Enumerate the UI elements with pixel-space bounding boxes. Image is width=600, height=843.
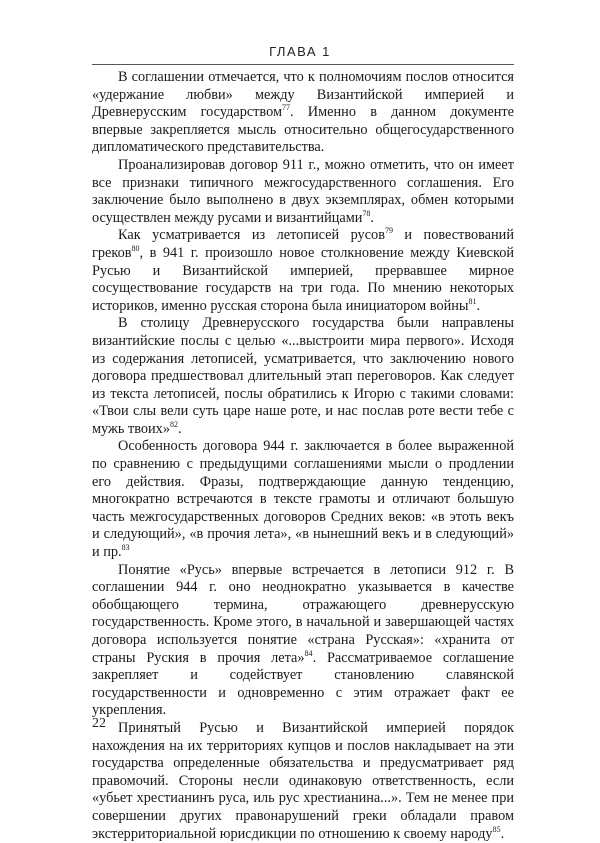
- paragraph-text: В столицу Древнерусского государства были направлены византийские послы с целью «...выстроити мира первого». Исходя из содержания летописей, усматривается, что заключению нового договора предшествовал длительный этап переговоров. Как следует из текста летописей, послы обратились к Игорю с такими словами: «Твои слы вели суть царе наше роте, и нас послав роте вести тебе с мужь твоих»: [92, 315, 514, 437]
- paragraph-text: , в 941 г. произошло новое столкновение между Киевской Русью и Византийской империей, прервавшее мирное сосуществование государств на три года. По мнению некоторых историков, именно русская сторона была инициатором войны: [92, 244, 514, 314]
- footnote-ref: 77: [282, 103, 291, 113]
- paragraph-text: и повествований греков: [92, 227, 514, 261]
- footnote-ref: 83: [121, 543, 130, 553]
- footnote-ref: 85: [492, 824, 501, 834]
- body-text: [92, 69, 514, 843]
- paragraph: [92, 315, 514, 438]
- page-number: 22: [92, 716, 106, 731]
- paragraph: [92, 69, 514, 157]
- paragraph: [92, 720, 514, 843]
- paragraph-text: Как усматривается из летописей русов: [118, 227, 385, 244]
- paragraph-text: В соглашении отмечается, что к полномочиям послов относится «удержание любви» между Византийской империей и Древнерусским государством: [92, 69, 514, 121]
- paragraph-text: Проанализировав договор 911 г., можно отметить, что он имеет все признаки типичного межгосударственного соглашения. Его заключение было выполнено в двух экземплярах, обмен которыми осуществлен между русами и византийцами: [92, 156, 514, 226]
- paragraph-text: . Рассматриваемое соглашение закрепляет и содействует становлению славянской государственности и одновременно с этим отражает факт ее укрепления.: [92, 649, 514, 719]
- footnote-ref: 84: [304, 648, 313, 658]
- paragraph: [92, 227, 514, 315]
- paragraph: [92, 438, 514, 561]
- footnote-ref: 81: [468, 296, 477, 306]
- paragraph-text: Особенность договора 944 г. заключается в более выраженной по сравнению с предыдущими соглашениями мысли о продлении его действия. Фразы, подтверждающие данную тенденцию, многократно встречаются в тексте грамоты и отличают большую часть межгосударственных договоров Средних веков: «в этоть векъ и следующий», «в прочия лета», «в нынешний векъ и в следующий» и пр.: [92, 438, 514, 561]
- paragraph: [92, 157, 514, 227]
- footnote-ref: 78: [362, 208, 371, 218]
- header-rule: [92, 64, 514, 65]
- paragraph-text: .: [177, 420, 182, 437]
- paragraph-text: .: [370, 209, 374, 226]
- paragraph-text: . Именно в данном документе впервые закрепляется мысль относительно общегосударственного дипломатического представительства.: [92, 104, 514, 156]
- footnote-ref: 80: [131, 243, 140, 253]
- paragraph-text: .: [476, 297, 481, 314]
- footnote-ref: 79: [384, 226, 393, 236]
- footnote-ref: 82: [169, 419, 178, 429]
- paragraph-text: .: [500, 825, 505, 842]
- paragraph: [92, 562, 514, 720]
- running-head: ГЛАВА 1: [269, 44, 331, 59]
- paragraph-text: Понятие «Русь» впервые встречается в летописи 912 г. В соглашении 944 г. оно неоднократно указывается в качестве обобщающего термина, отражающего древнерусскую государственность. Кроме этого, в начальной и завершающей частях договора используется понятие «страна Русская»: «хранита от страны Руския в прочия лета»: [92, 561, 514, 666]
- paragraph-text: Принятый Русью и Византийской империей порядок нахождения на их территориях купцов и послов накладывает на эти государства определенные обязательства и предусматривает ряд правомочий. Стороны несли одинаковую ответственность, если «убьет хрестианинъ руса, иль рус хрестианина...». Тем не менее при совершении других правонарушений греки обладали правом экстерриториальной юрисдикции по отношению к своему народу: [92, 719, 514, 842]
